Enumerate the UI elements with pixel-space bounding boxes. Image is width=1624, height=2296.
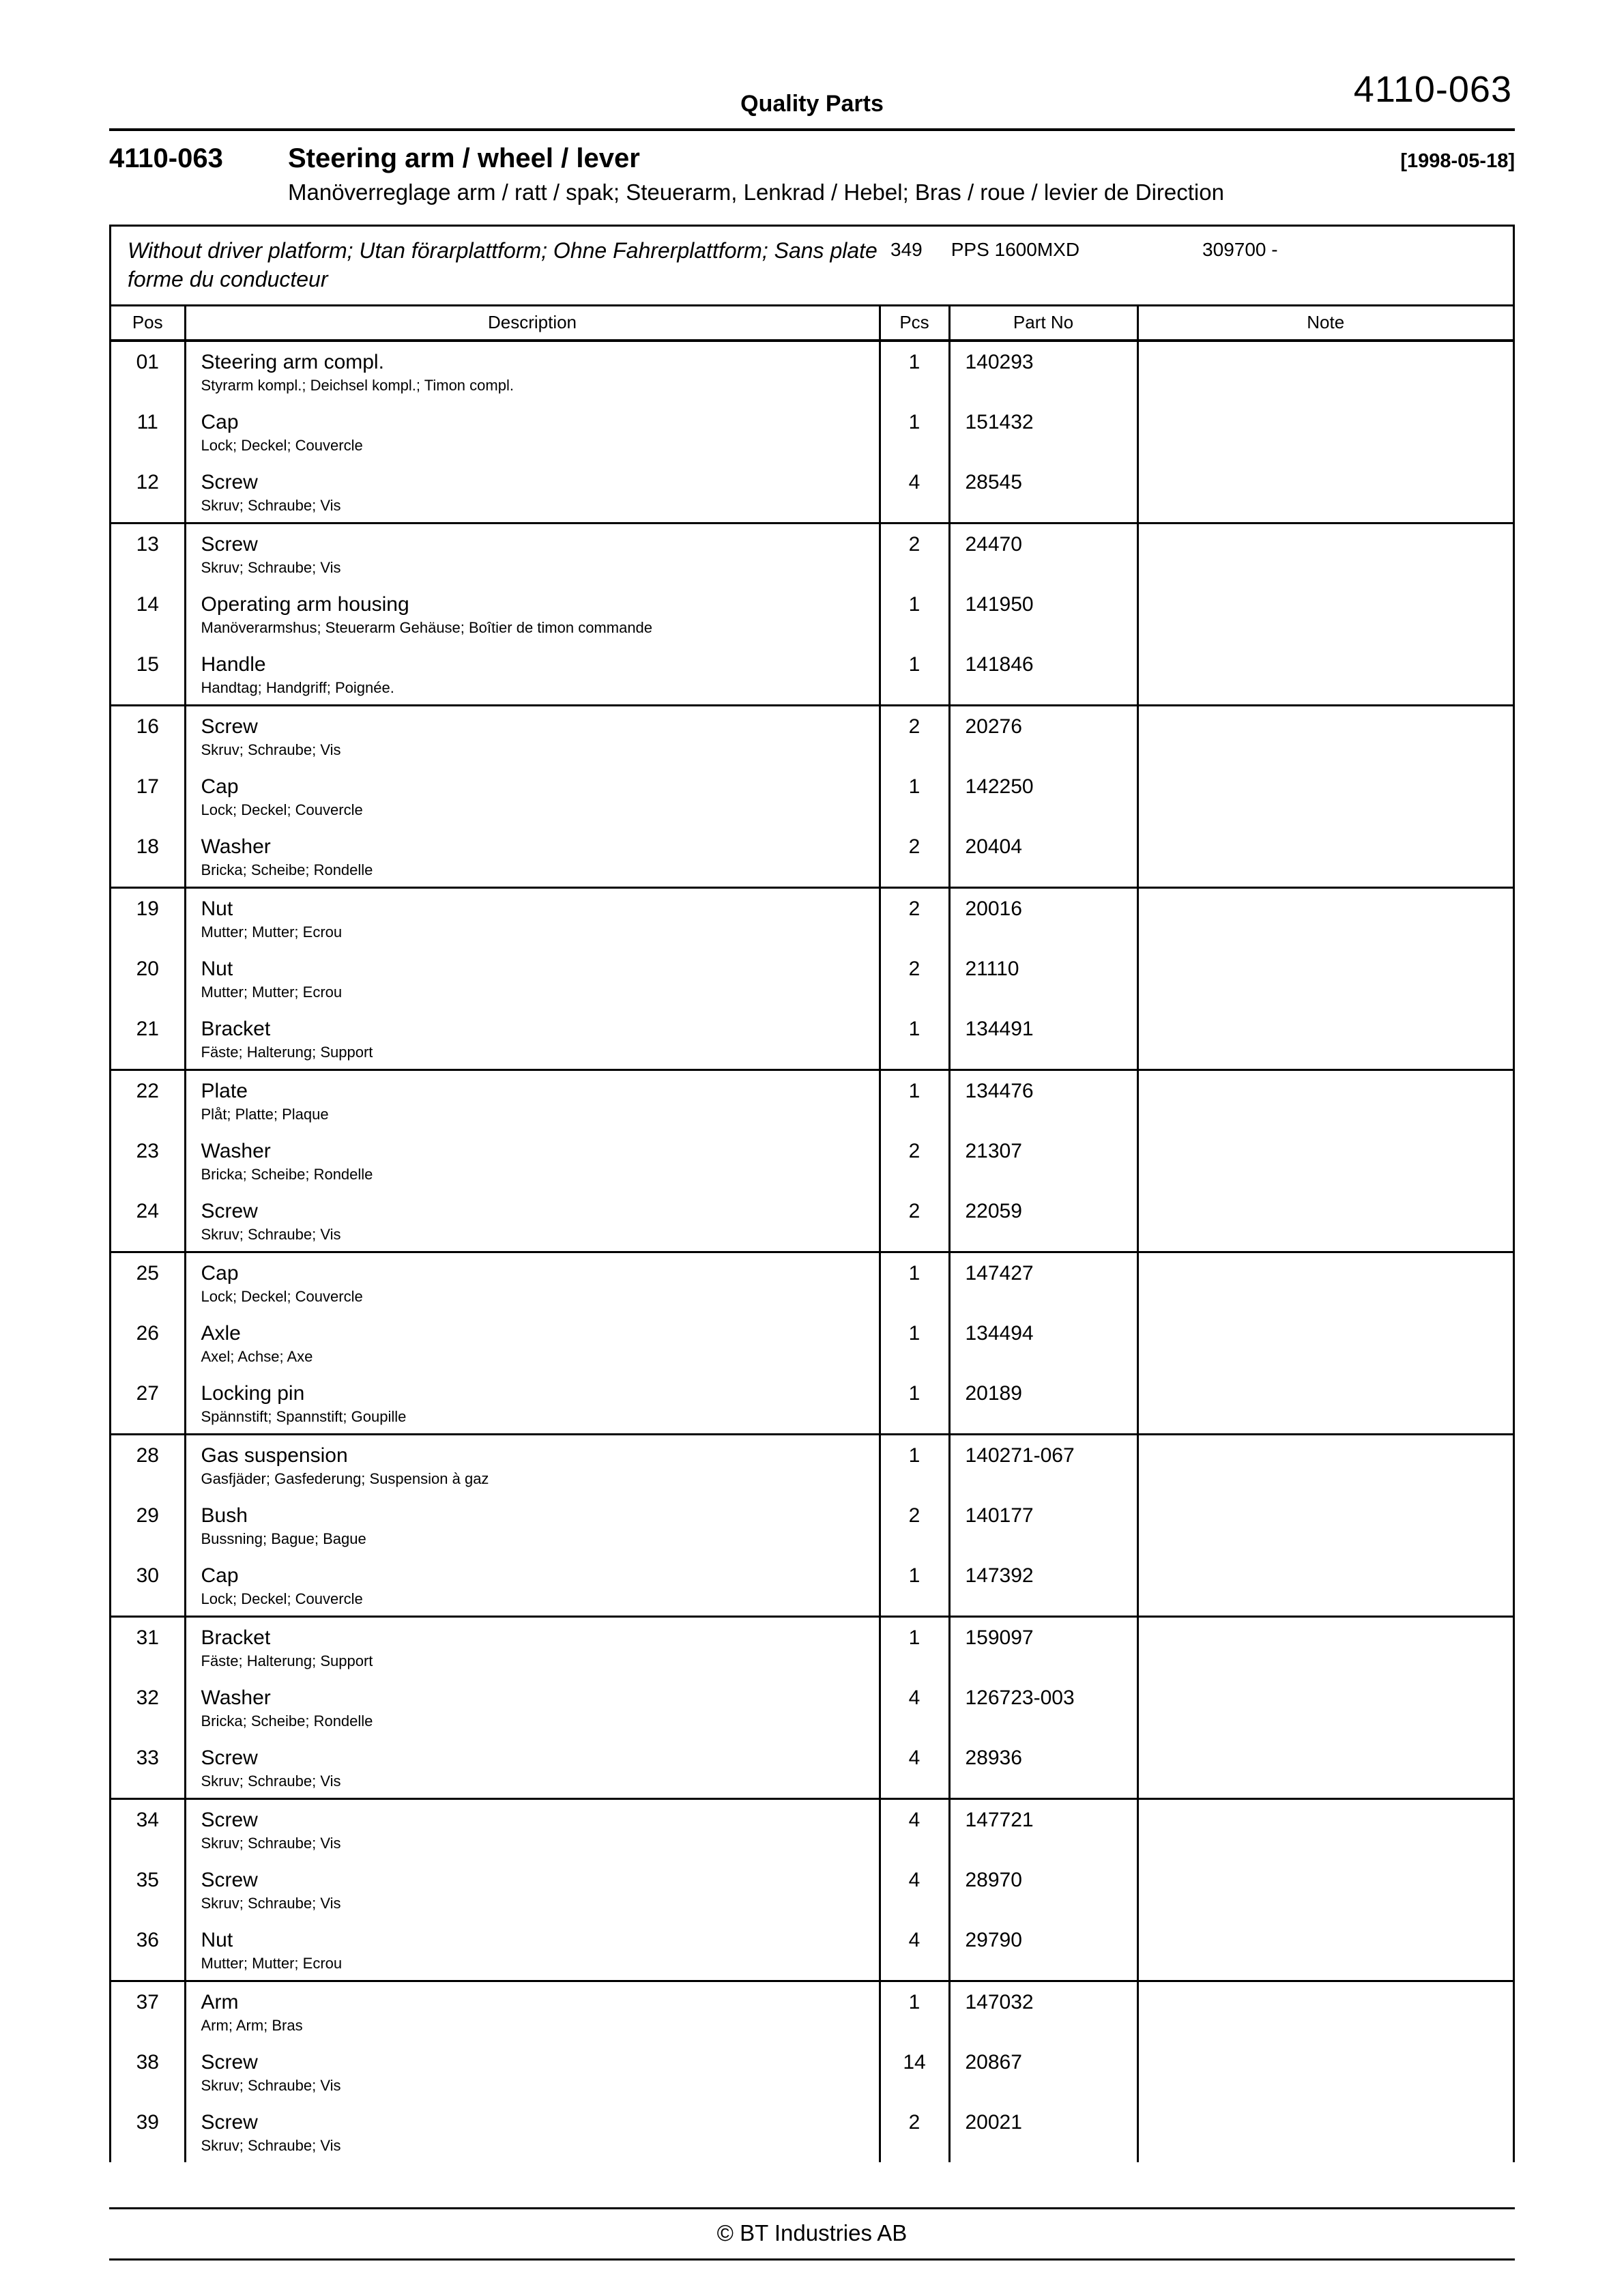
cell-description xyxy=(185,1555,880,1617)
cell-pos: 31 xyxy=(111,1617,185,1678)
description-translations: Bussning; Bague; Bague xyxy=(201,1530,366,1548)
description-translations: Gasfjäder; Gasfederung; Suspension à gaz xyxy=(201,1470,489,1488)
description-translations: Skruv; Schraube; Vis xyxy=(201,1773,341,1790)
cell-note xyxy=(1137,766,1513,827)
cell-pos: 35 xyxy=(136,1869,159,1892)
cell-note xyxy=(1137,706,1513,767)
cell-part-no: 21110 xyxy=(949,949,1137,1009)
page-subtitle-translations: Manöverreglage arm / ratt / spak; Steuerarm, Lenkrad / Hebel; Bras / roue / levier de Direction xyxy=(288,180,1224,205)
cell-pcs: 2 xyxy=(880,2102,949,2162)
description-main: Operating arm housing xyxy=(201,593,409,616)
cell-pos: 25 xyxy=(111,1252,185,1314)
cell-description xyxy=(185,1435,880,1496)
table-row xyxy=(111,1678,1513,1738)
description-translations: Lock; Deckel; Couvercle xyxy=(201,801,363,819)
cell-note xyxy=(1137,1920,1513,1981)
description-translations: Lock; Deckel; Couvercle xyxy=(201,1288,363,1306)
cell-description xyxy=(185,1617,880,1678)
description-main: Screw xyxy=(201,2051,258,2074)
cell-pos: 26 xyxy=(136,1322,159,1345)
table-row xyxy=(111,949,1513,1009)
description-translations: Plåt; Platte; Plaque xyxy=(201,1106,329,1123)
table-row xyxy=(111,523,1513,585)
cell-pos: 37 xyxy=(111,1981,185,2043)
cell-pos: 30 xyxy=(136,1564,159,1588)
description-translations: Skruv; Schraube; Vis xyxy=(201,2077,341,2095)
cell-description xyxy=(185,1981,880,2043)
cell-description xyxy=(185,462,880,523)
cell-note xyxy=(1137,949,1513,1009)
description-translations: Manöverarmshus; Steuerarm Gehäuse; Boîtier de timon commande xyxy=(201,619,653,637)
table-row xyxy=(111,1860,1513,1920)
cell-part-no: 147427 xyxy=(949,1252,1137,1314)
table-row xyxy=(111,2042,1513,2102)
description-main: Bracket xyxy=(201,1018,271,1041)
cell-description xyxy=(185,1313,880,1373)
description-translations: Bricka; Scheibe; Rondelle xyxy=(201,1166,373,1183)
cell-pcs: 1 xyxy=(880,1009,949,1070)
description-main: Steering arm compl. xyxy=(201,351,384,374)
column-header-row xyxy=(111,306,1513,341)
cell-pcs: 2 xyxy=(880,1131,949,1191)
cell-note xyxy=(1137,1678,1513,1738)
cell-pos: 27 xyxy=(136,1382,159,1405)
cell-pcs: 4 xyxy=(880,1920,949,1981)
cell-note xyxy=(1137,523,1513,585)
cell-note xyxy=(1137,2102,1513,2162)
table-row xyxy=(111,1131,1513,1191)
description-main: Washer xyxy=(201,835,271,859)
table-row xyxy=(111,1495,1513,1555)
cell-pos: 11 xyxy=(136,411,158,434)
cell-pcs: 4 xyxy=(880,1799,949,1861)
cell-note xyxy=(1137,1555,1513,1617)
serial-range: 309700 - xyxy=(1202,239,1278,260)
description-main: Plate xyxy=(201,1080,248,1103)
cell-pos: 17 xyxy=(136,775,159,799)
cell-pos: 15 xyxy=(136,653,159,676)
cell-part-no: 159097 xyxy=(949,1617,1137,1678)
cell-note xyxy=(1137,644,1513,706)
cell-description xyxy=(185,1920,880,1981)
cell-pos: 19 xyxy=(111,888,185,949)
cell-description xyxy=(185,1009,880,1070)
cell-pcs: 2 xyxy=(880,523,949,585)
cell-pos: 28 xyxy=(111,1435,185,1496)
table-row xyxy=(111,706,1513,767)
cell-note xyxy=(1137,341,1513,402)
table-row xyxy=(111,1617,1513,1678)
cell-pos: 13 xyxy=(111,523,185,585)
cell-pos: 36 xyxy=(136,1929,159,1952)
cell-part-no: 22059 xyxy=(949,1191,1137,1252)
description-main: Screw xyxy=(201,1809,258,1832)
table-row xyxy=(111,402,1513,462)
description-main: Axle xyxy=(201,1322,241,1345)
cell-pos: 12 xyxy=(136,471,159,494)
description-translations: Spännstift; Spannstift; Goupille xyxy=(201,1408,407,1426)
cell-pos: 32 xyxy=(136,1687,159,1710)
cell-note xyxy=(1137,1191,1513,1252)
description-translations: Arm; Arm; Bras xyxy=(201,2017,303,2035)
title-row xyxy=(109,143,1515,174)
cell-note xyxy=(1137,888,1513,949)
description-translations: Fäste; Halterung; Support xyxy=(201,1044,373,1061)
cell-description xyxy=(185,1191,880,1252)
cell-note xyxy=(1137,1799,1513,1861)
table-row xyxy=(111,1313,1513,1373)
description-translations: Skruv; Schraube; Vis xyxy=(201,559,341,577)
cell-description xyxy=(185,1799,880,1861)
cell-pcs: 1 xyxy=(880,1252,949,1314)
cell-part-no: 24470 xyxy=(949,523,1137,585)
description-main: Screw xyxy=(201,715,258,738)
cell-pcs: 14 xyxy=(880,2042,949,2102)
table-row xyxy=(111,1373,1513,1435)
cell-pcs: 2 xyxy=(880,706,949,767)
cell-part-no: 21307 xyxy=(949,1131,1137,1191)
table-row xyxy=(111,2102,1513,2162)
cell-pos: 34 xyxy=(111,1799,185,1861)
parts-table-body xyxy=(111,341,1513,2162)
cell-part-no: 147721 xyxy=(949,1799,1137,1861)
cell-pcs: 2 xyxy=(880,1191,949,1252)
cell-description xyxy=(185,766,880,827)
cell-part-no: 142250 xyxy=(949,766,1137,827)
column-header-pcs: Pcs xyxy=(880,306,949,341)
description-translations: Lock; Deckel; Couvercle xyxy=(201,1590,363,1608)
description-main: Cap xyxy=(201,411,239,434)
column-header-part-no: Part No xyxy=(949,306,1137,341)
cell-description xyxy=(185,949,880,1009)
description-translations: Mutter; Mutter; Ecrou xyxy=(201,1955,343,1972)
cell-description xyxy=(185,1373,880,1435)
cell-note xyxy=(1137,1860,1513,1920)
cell-note xyxy=(1137,1070,1513,1132)
cell-description xyxy=(185,827,880,888)
cell-part-no: 20021 xyxy=(949,2102,1137,2162)
description-translations: Mutter; Mutter; Ecrou xyxy=(201,984,343,1001)
cell-note xyxy=(1137,1373,1513,1435)
cell-pcs: 1 xyxy=(880,644,949,706)
table-row xyxy=(111,341,1513,402)
cell-pcs: 1 xyxy=(880,1070,949,1132)
cell-pos: 21 xyxy=(136,1018,159,1041)
cell-pcs: 4 xyxy=(880,462,949,523)
cell-pos: 24 xyxy=(136,1200,159,1223)
table-row xyxy=(111,1555,1513,1617)
cell-part-no: 28545 xyxy=(949,462,1137,523)
cell-description xyxy=(185,644,880,706)
parts-table-container xyxy=(109,225,1515,2162)
description-main: Locking pin xyxy=(201,1382,305,1405)
cell-pcs: 1 xyxy=(880,1313,949,1373)
table-row xyxy=(111,1738,1513,1799)
cell-part-no: 140177 xyxy=(949,1495,1137,1555)
page-title: Steering arm / wheel / lever xyxy=(288,143,640,173)
description-translations: Mutter; Mutter; Ecrou xyxy=(201,923,343,941)
cell-pos: 22 xyxy=(111,1070,185,1132)
cell-part-no: 20276 xyxy=(949,706,1137,767)
cell-part-no: 134494 xyxy=(949,1313,1137,1373)
page-footer: © BT Industries AB xyxy=(109,2207,1515,2261)
cell-pos: 23 xyxy=(136,1140,159,1163)
cell-part-no: 151432 xyxy=(949,402,1137,462)
cell-pcs: 4 xyxy=(880,1860,949,1920)
description-main: Arm xyxy=(201,1991,239,2014)
table-row xyxy=(111,1009,1513,1070)
description-translations: Skruv; Schraube; Vis xyxy=(201,1835,341,1852)
cell-description xyxy=(185,888,880,949)
cell-pcs: 1 xyxy=(880,1555,949,1617)
cell-part-no: 147032 xyxy=(949,1981,1137,2043)
cell-pos: 39 xyxy=(136,2111,159,2134)
cell-description xyxy=(185,341,880,402)
cell-part-no: 20867 xyxy=(949,2042,1137,2102)
table-row xyxy=(111,888,1513,949)
model-name: PPS 1600MXD xyxy=(951,239,1080,260)
cell-pcs: 2 xyxy=(880,888,949,949)
cell-part-no: 28970 xyxy=(949,1860,1137,1920)
cell-pos: 18 xyxy=(136,835,159,859)
cell-note xyxy=(1137,1738,1513,1799)
model-code: 349 xyxy=(890,239,923,260)
cell-description xyxy=(185,1131,880,1191)
description-main: Nut xyxy=(201,958,233,981)
table-row xyxy=(111,584,1513,644)
description-translations: Axel; Achse; Axe xyxy=(201,1348,313,1366)
description-main: Screw xyxy=(201,1869,258,1892)
cell-pos: 01 xyxy=(136,351,159,374)
cell-description xyxy=(185,1252,880,1314)
column-header-note: Note xyxy=(1137,306,1513,341)
cell-part-no: 28936 xyxy=(949,1738,1137,1799)
cell-description xyxy=(185,2102,880,2162)
cell-pcs: 2 xyxy=(880,827,949,888)
table-row xyxy=(111,1981,1513,2043)
cell-part-no: 20016 xyxy=(949,888,1137,949)
cell-description xyxy=(185,1738,880,1799)
table-row xyxy=(111,462,1513,523)
description-main: Cap xyxy=(201,1262,239,1285)
description-main: Screw xyxy=(201,533,258,556)
cell-note xyxy=(1137,1617,1513,1678)
cell-pcs: 1 xyxy=(880,1373,949,1435)
description-main: Washer xyxy=(201,1687,271,1710)
cell-description xyxy=(185,706,880,767)
cell-part-no: 134476 xyxy=(949,1070,1137,1132)
cell-part-no: 140271-067 xyxy=(949,1435,1137,1496)
description-translations: Styrarm kompl.; Deichsel kompl.; Timon compl. xyxy=(201,377,514,394)
cell-note xyxy=(1137,1131,1513,1191)
description-main: Screw xyxy=(201,1747,258,1770)
cell-note xyxy=(1137,462,1513,523)
cell-pcs: 4 xyxy=(880,1678,949,1738)
table-row xyxy=(111,1435,1513,1496)
cell-pcs: 1 xyxy=(880,341,949,402)
cell-description xyxy=(185,523,880,585)
cell-pcs: 2 xyxy=(880,949,949,1009)
description-main: Gas suspension xyxy=(201,1444,348,1467)
description-main: Bracket xyxy=(201,1626,271,1650)
cell-part-no: 20404 xyxy=(949,827,1137,888)
column-header-pos: Pos xyxy=(111,306,185,341)
description-translations: Handtag; Handgriff; Poignée. xyxy=(201,679,394,697)
description-translations: Skruv; Schraube; Vis xyxy=(201,2137,341,2155)
title-block xyxy=(109,143,1515,205)
cell-part-no: 20189 xyxy=(949,1373,1137,1435)
table-row xyxy=(111,644,1513,706)
variant-header xyxy=(111,227,1513,306)
description-translations: Bricka; Scheibe; Rondelle xyxy=(201,861,373,879)
cell-description xyxy=(185,2042,880,2102)
cell-part-no: 134491 xyxy=(949,1009,1137,1070)
description-main: Screw xyxy=(201,2111,258,2134)
cell-pcs: 2 xyxy=(880,1495,949,1555)
cell-pos: 29 xyxy=(136,1504,159,1527)
cell-note xyxy=(1137,2042,1513,2102)
cell-pos: 38 xyxy=(136,2051,159,2074)
description-translations: Lock; Deckel; Couvercle xyxy=(201,437,363,455)
cell-note xyxy=(1137,827,1513,888)
cell-pos: 14 xyxy=(136,593,159,616)
cell-pcs: 1 xyxy=(880,584,949,644)
parts-table xyxy=(111,306,1513,2162)
parts-table-head xyxy=(111,306,1513,341)
cell-note xyxy=(1137,1009,1513,1070)
cell-note xyxy=(1137,584,1513,644)
revision-date: [1998-05-18] xyxy=(1400,150,1515,172)
doc-number-top-right: 4110-063 xyxy=(1353,69,1512,110)
description-main: Nut xyxy=(201,898,233,921)
page-header xyxy=(109,0,1515,131)
cell-pcs: 1 xyxy=(880,402,949,462)
description-main: Nut xyxy=(201,1929,233,1952)
cell-pcs: 1 xyxy=(880,1981,949,2043)
description-main: Screw xyxy=(201,1200,258,1223)
brand-title: Quality Parts xyxy=(740,91,884,117)
table-row xyxy=(111,1191,1513,1252)
cell-description xyxy=(185,1860,880,1920)
description-translations: Skruv; Schraube; Vis xyxy=(201,741,341,759)
description-main: Screw xyxy=(201,471,258,494)
table-row xyxy=(111,766,1513,827)
cell-description xyxy=(185,1495,880,1555)
description-translations: Fäste; Halterung; Support xyxy=(201,1652,373,1670)
column-header-description: Description xyxy=(185,306,880,341)
cell-pcs: 4 xyxy=(880,1738,949,1799)
cell-description xyxy=(185,584,880,644)
cell-note xyxy=(1137,1495,1513,1555)
table-row xyxy=(111,1799,1513,1861)
cell-note xyxy=(1137,1252,1513,1314)
description-main: Cap xyxy=(201,1564,239,1588)
cell-description xyxy=(185,402,880,462)
table-row xyxy=(111,1070,1513,1132)
description-main: Handle xyxy=(201,653,266,676)
cell-pos: 16 xyxy=(111,706,185,767)
cell-part-no: 126723-003 xyxy=(949,1678,1137,1738)
cell-pos: 20 xyxy=(136,958,159,981)
cell-pcs: 1 xyxy=(880,1435,949,1496)
description-translations: Bricka; Scheibe; Rondelle xyxy=(201,1712,373,1730)
cell-note xyxy=(1137,1435,1513,1496)
table-row xyxy=(111,1920,1513,1981)
description-main: Bush xyxy=(201,1504,248,1527)
description-main: Cap xyxy=(201,775,239,799)
cell-part-no: 140293 xyxy=(949,341,1137,402)
cell-part-no: 147392 xyxy=(949,1555,1137,1617)
cell-part-no: 29790 xyxy=(949,1920,1137,1981)
cell-pos: 33 xyxy=(136,1747,159,1770)
cell-note xyxy=(1137,1981,1513,2043)
variant-description: Without driver platform; Utan förarplattform; Ohne Fahrerplattform; Sans plate forme du conducteur xyxy=(128,238,878,292)
description-main: Washer xyxy=(201,1140,271,1163)
cell-pcs: 1 xyxy=(880,766,949,827)
cell-note xyxy=(1137,402,1513,462)
description-translations: Skruv; Schraube; Vis xyxy=(201,497,341,515)
table-row xyxy=(111,827,1513,888)
description-translations: Skruv; Schraube; Vis xyxy=(201,1895,341,1912)
cell-description xyxy=(185,1678,880,1738)
cell-description xyxy=(185,1070,880,1132)
table-row xyxy=(111,1252,1513,1314)
cell-part-no: 141846 xyxy=(949,644,1137,706)
cell-part-no: 141950 xyxy=(949,584,1137,644)
title-number: 4110-063 xyxy=(109,143,223,173)
cell-note xyxy=(1137,1313,1513,1373)
description-translations: Skruv; Schraube; Vis xyxy=(201,1226,341,1244)
cell-pcs: 1 xyxy=(880,1617,949,1678)
